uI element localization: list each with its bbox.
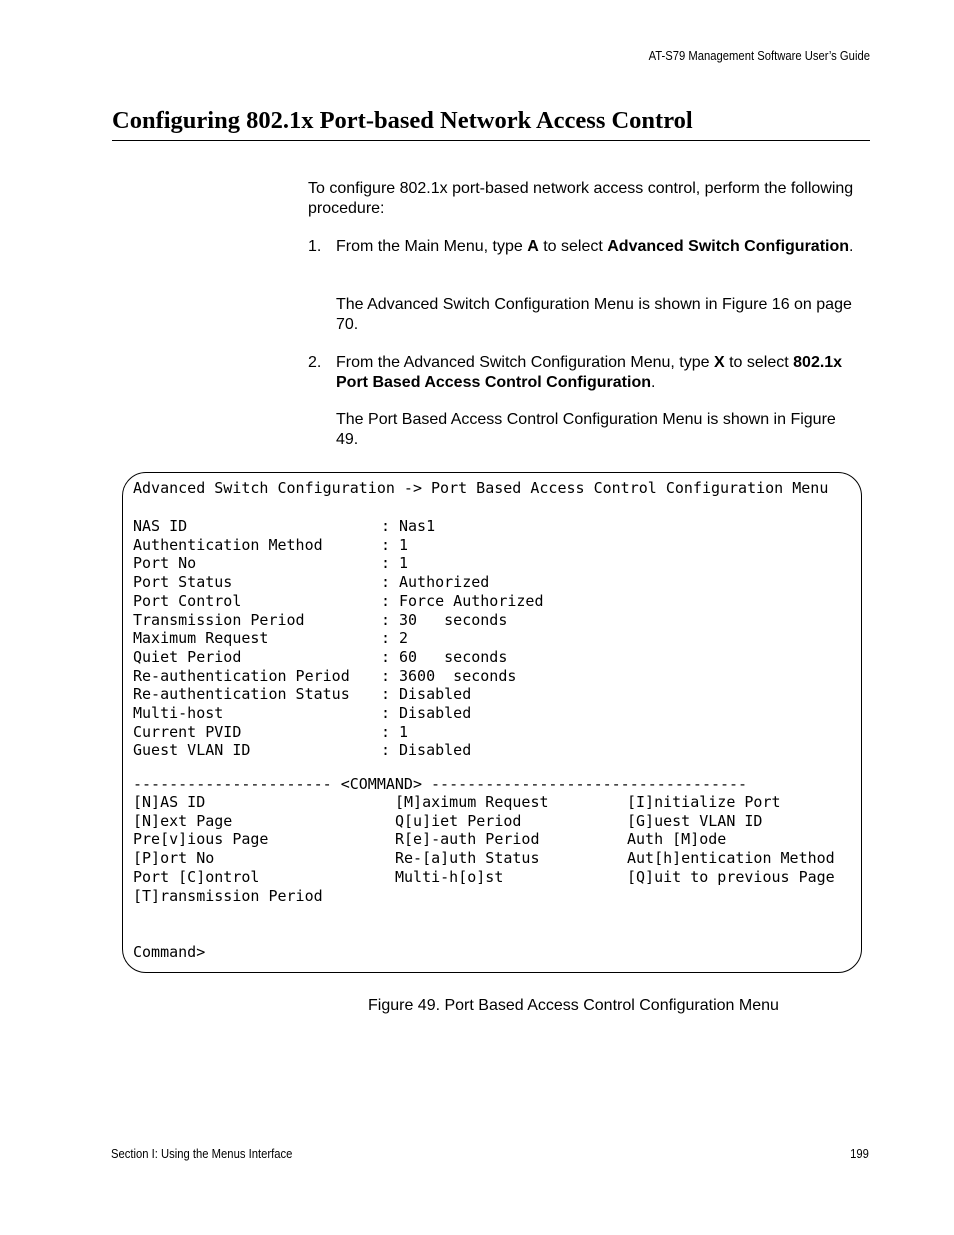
command-row — [133, 887, 853, 906]
footer-section: Section I: Using the Menus Interface — [111, 1147, 293, 1161]
setting-label: Guest VLAN ID — [133, 741, 251, 760]
setting-value: Disabled — [399, 704, 472, 722]
setting-label: Transmission Period — [133, 610, 305, 629]
setting-label: Multi-host — [133, 704, 224, 722]
command-option[interactable]: Re-[a]uth Status — [395, 849, 540, 868]
setting-separator: : — [381, 591, 391, 610]
setting-separator: : — [381, 666, 391, 685]
setting-label: Current PVID — [133, 722, 242, 741]
setting-separator: : — [381, 535, 391, 554]
setting-separator: : — [381, 517, 391, 535]
command-option[interactable]: [N]AS ID — [133, 793, 206, 811]
header-guide-title: AT-S79 Management Software User’s Guide — [648, 49, 870, 63]
step-1-note: The Advanced Switch Configuration Menu is shown in Figure 16 on page 70. — [336, 296, 852, 333]
command-row — [133, 812, 853, 831]
setting-value: Disabled — [399, 741, 472, 760]
setting-value: 30 seconds — [399, 610, 508, 629]
step-text: From the Advanced Switch Configuration Menu, type X to select 802.1x Port Based Access Control Configuration. — [336, 354, 843, 391]
setting-value: 2 — [399, 629, 409, 648]
setting-label: Quiet Period — [133, 647, 242, 666]
setting-label: Port No — [133, 554, 197, 573]
command-row — [133, 830, 853, 849]
setting-separator: : — [381, 722, 391, 741]
setting-value: 3600 seconds — [399, 666, 517, 685]
setting-value: Disabled — [399, 685, 472, 704]
command-option[interactable]: [I]nitialize Port — [627, 793, 781, 811]
command-option[interactable]: Q[u]iet Period — [395, 811, 522, 830]
setting-separator: : — [381, 741, 391, 760]
command-option[interactable]: [G]uest VLAN ID — [627, 811, 763, 830]
setting-label: Maximum Request — [133, 629, 269, 648]
command-option[interactable]: [T]ransmission Period — [133, 886, 323, 905]
setting-value: 1 — [399, 535, 409, 554]
command-option[interactable]: [N]ext Page — [133, 811, 233, 830]
setting-separator: : — [381, 610, 391, 629]
command-row — [133, 793, 853, 812]
command-row — [133, 868, 853, 887]
setting-label: Re-authentication Period — [133, 666, 350, 685]
setting-separator: : — [381, 554, 391, 573]
setting-separator: : — [381, 647, 391, 666]
step-number: 1. — [308, 238, 322, 255]
setting-value: 1 — [399, 554, 409, 573]
page-number: 199 — [850, 1147, 869, 1161]
command-option[interactable]: R[e]-auth Period — [395, 830, 540, 849]
command-option[interactable]: [P]ort No — [133, 849, 215, 868]
setting-separator: : — [381, 573, 391, 592]
command-option[interactable]: Aut[h]entication Method — [627, 849, 835, 868]
setting-label: Re-authentication Status — [133, 685, 350, 704]
setting-value: 60 seconds — [399, 647, 508, 666]
command-option[interactable]: [M]aximum Request — [395, 793, 549, 811]
setting-value: Nas1 — [399, 517, 436, 535]
command-option[interactable]: Port [C]ontrol — [133, 867, 260, 886]
setting-separator: : — [381, 704, 391, 722]
setting-value: 1 — [399, 722, 409, 741]
setting-value: Force Authorized — [399, 591, 544, 610]
command-option[interactable]: Auth [M]ode — [627, 830, 727, 849]
setting-label: Port Status — [133, 573, 233, 592]
command-row — [133, 849, 853, 868]
setting-value: Authorized — [399, 573, 490, 592]
command-option[interactable]: Multi-h[o]st — [395, 867, 504, 886]
command-option[interactable]: [Q]uit to previous Page — [627, 867, 835, 886]
command-prompt[interactable]: Command> — [133, 943, 206, 961]
intro-paragraph: To configure 802.1x port-based network access control, perform the following procedure: — [308, 180, 854, 217]
step-2-note: The Port Based Access Control Configuration Menu is shown in Figure 49. — [336, 411, 836, 448]
screen-breadcrumb: Advanced Switch Configuration -> Port Based Access Control Configuration Menu — [133, 479, 829, 497]
command-option[interactable]: Pre[v]ious Page — [133, 830, 269, 849]
section-title: Configuring 802.1x Port-based Network Access Control — [112, 107, 693, 134]
setting-separator: : — [381, 629, 391, 648]
step-text: From the Main Menu, type A to select Advanced Switch Configuration. — [336, 238, 854, 255]
terminal-screen — [122, 472, 862, 973]
setting-label: Port Control — [133, 591, 242, 610]
command-divider: ---------------------- <COMMAND> ----------------------------------- — [133, 775, 748, 793]
figure-caption: Figure 49. Port Based Access Control Configuration Menu — [368, 997, 779, 1014]
setting-separator: : — [381, 685, 391, 704]
step-number: 2. — [308, 354, 322, 371]
title-rule — [112, 140, 870, 141]
setting-label: Authentication Method — [133, 535, 323, 554]
setting-label: NAS ID — [133, 517, 188, 535]
